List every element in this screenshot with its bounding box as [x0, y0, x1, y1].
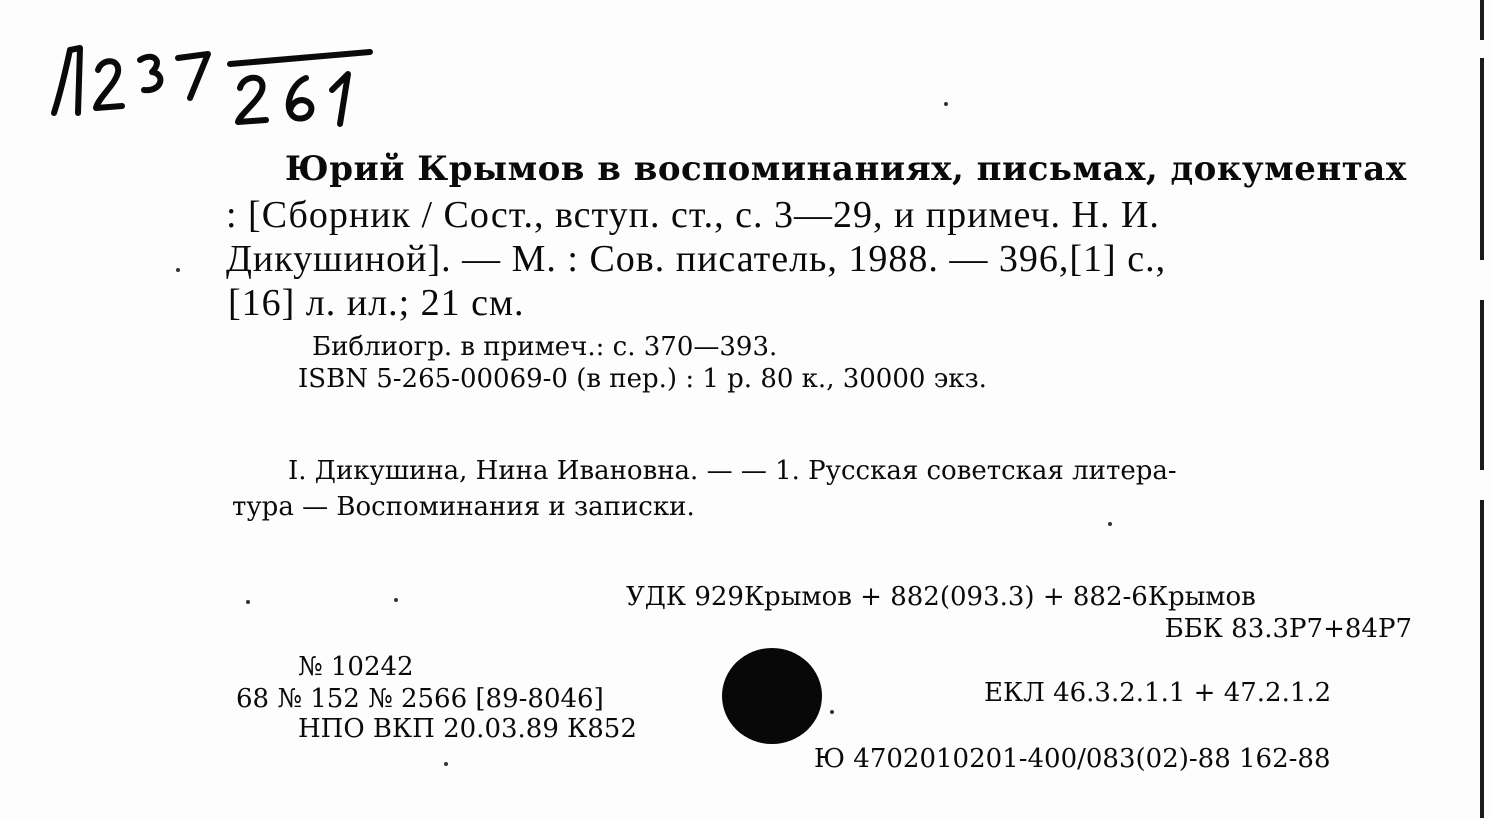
card-number: № 10242 [298, 652, 414, 682]
scan-speck [176, 268, 180, 272]
description-line-2: Дикушиной]. — М. : Сов. писатель, 1988. — 396,[1] с., [226, 238, 1167, 280]
bbk-code: ББК 83.3Р7+84Р7 [1164, 614, 1412, 644]
index-code: Ю 4702010201-400/083(02)-88 162-88 [814, 744, 1331, 774]
scan-speck [1108, 522, 1112, 526]
publisher-line: НПО ВКП 20.03.89 К852 [298, 714, 637, 744]
scan-speck [944, 102, 948, 106]
ink-blot [722, 648, 822, 744]
bibliography-note: Библиогр. в примеч.: с. 370—393. [312, 332, 778, 362]
scan-speck [394, 598, 398, 602]
udk-code: УДК 929Крымов + 882(093.3) + 882-6Крымов [626, 582, 1256, 612]
scan-speck [246, 600, 250, 604]
card-edge-gap [1480, 260, 1484, 300]
order-line: 68 № 152 № 2566 [89-8046] [236, 684, 604, 714]
card-edge-gap [1480, 470, 1484, 500]
isbn-line: ISBN 5-265-00069-0 (в пер.) : 1 р. 80 к., 30000 экз. [298, 364, 987, 394]
card-edge [1480, 0, 1484, 818]
description-line-1: : [Сборник / Сост., вступ. ст., с. 3—29, и примеч. Н. И. [226, 194, 1160, 236]
scan-speck [830, 710, 834, 714]
tracing-line-1: I. Дикушина, Нина Ивановна. — — 1. Русская советская литера- [288, 456, 1177, 486]
ekl-code: ЕКЛ 46.3.2.1.1 + 47.2.1.2 [984, 678, 1332, 708]
description-line-3: [16] л. ил.; 21 см. [228, 282, 525, 324]
handwritten-shelfmark [40, 28, 400, 128]
scan-speck [444, 762, 448, 766]
tracing-line-2: тура — Воспоминания и записки. [232, 492, 695, 522]
card-edge-gap [1480, 40, 1484, 58]
book-title: Юрий Крымов в воспоминаниях, письмах, документах [285, 149, 1407, 189]
